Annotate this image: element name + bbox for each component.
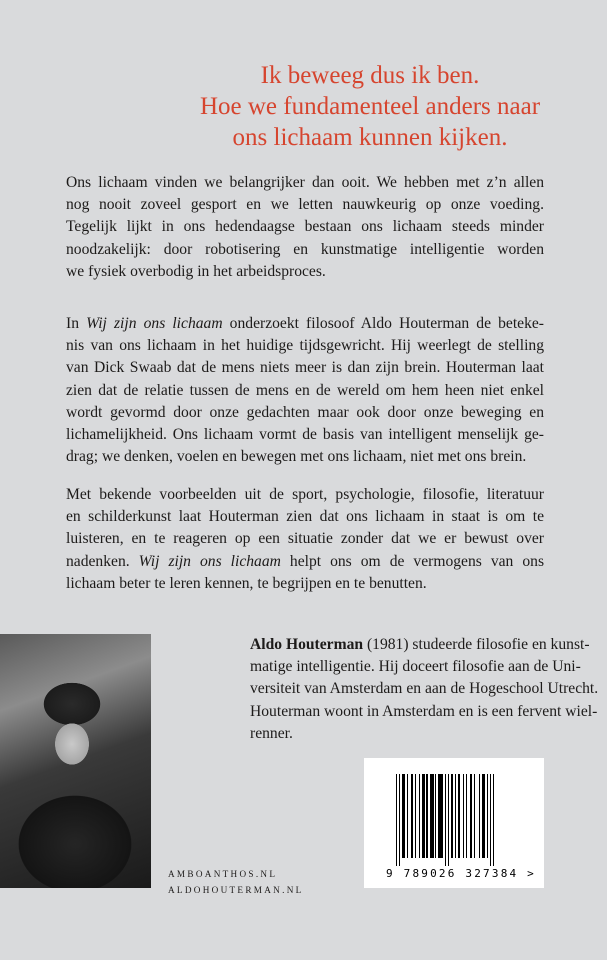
paragraph-intro <box>66 172 544 283</box>
website-links <box>168 866 304 898</box>
text-line: lichamelijkheid. Ons lichaam vormt de basis van intelligent menselijk ge- <box>66 426 544 444</box>
text-fragment: In <box>66 315 87 332</box>
text-line: wordt gevormd door onze gedachten maar ook door onze beweging en <box>66 403 544 421</box>
text-fragment: helpt ons om de vermogens van ons <box>280 552 545 570</box>
tagline <box>150 60 590 153</box>
text-line: nog nooit zoveel gesport en we letten nauwkeurig op onze voeding. <box>66 196 544 214</box>
paragraph-summary <box>66 313 544 468</box>
text-line: Houterman woont in Amsterdam en is een fervent wiel- <box>250 702 598 720</box>
text-line: drag; we denken, voelen en bewegen met ons lichaam, niet met ons brein. <box>66 448 527 466</box>
author-link[interactable]: ALDOHOUTERMAN.NL <box>168 885 304 895</box>
text-line: we fysiek overbodig in het arbeidsproces. <box>66 262 326 280</box>
book-title: Wij zijn ons lichaam <box>138 552 281 570</box>
book-title: Wij zijn ons lichaam <box>86 315 223 332</box>
text-line: Tegelijk lijkt in ons hedendaagse bestaan ons lichaam steeds minder <box>66 218 544 236</box>
author-bio <box>250 634 599 745</box>
text-line: lichaam beter te leren kennen, te begrijpen en te benutten. <box>66 574 427 592</box>
tagline-line: Hoe we fundamenteel anders naar <box>199 93 541 120</box>
paragraph-examples <box>66 484 544 595</box>
text-line: noodzakelijk: door robotisering en kunstmatige intelligentie worden <box>66 240 544 258</box>
author-photo <box>0 634 151 888</box>
text-line: nis van ons lichaam in het huidige tijdsgewricht. Hij weerlegt de stelling <box>66 337 544 355</box>
text-line <box>66 551 544 573</box>
text-fragment: onderzoekt filosoof Aldo Houterman de beteke- <box>222 315 544 332</box>
author-name: Aldo Houterman <box>250 636 364 653</box>
text-line: en schilderkunst laat Houterman zien dat ons lichaam in staat is om te <box>66 508 544 526</box>
text-line: Met bekende voorbeelden uit de sport, psychologie, filosofie, literatuur <box>66 486 544 503</box>
text-line: Ons lichaam vinden we belangrijker dan ooit. We hebben met z’n allen <box>66 174 544 191</box>
text-line: renner. <box>250 724 293 742</box>
barcode-bars <box>396 774 516 866</box>
text-line: matige intelligentie. Hij doceert filosofie aan de Uni- <box>250 658 581 676</box>
text-line: van Dick Swaab dat de mens niets meer is dan zijn brein. Houterman laat <box>66 359 544 377</box>
text-line <box>250 634 590 656</box>
tagline-line: ons lichaam kunnen kijken. <box>232 124 508 151</box>
isbn-number: 9 789026 327384 > <box>386 867 536 880</box>
publisher-link[interactable]: AMBOANTHOS.NL <box>168 869 278 879</box>
isbn-barcode <box>364 758 544 888</box>
text-line: zien dat de relatie tussen de mens en de wereld om hem heen niet enkel <box>66 381 544 399</box>
text-fragment: (1981) studeerde filosofie en kunst- <box>363 636 590 653</box>
tagline-line: Ik beweeg dus ik ben. <box>260 62 480 89</box>
text-line: luisteren, en te reageren op een situatie zonder dat we er bewust over <box>66 530 544 548</box>
text-line: versiteit van Amsterdam en aan de Hogeschool Utrecht. <box>250 680 599 698</box>
text-line <box>66 313 544 335</box>
text-fragment: nadenken. <box>66 552 139 570</box>
